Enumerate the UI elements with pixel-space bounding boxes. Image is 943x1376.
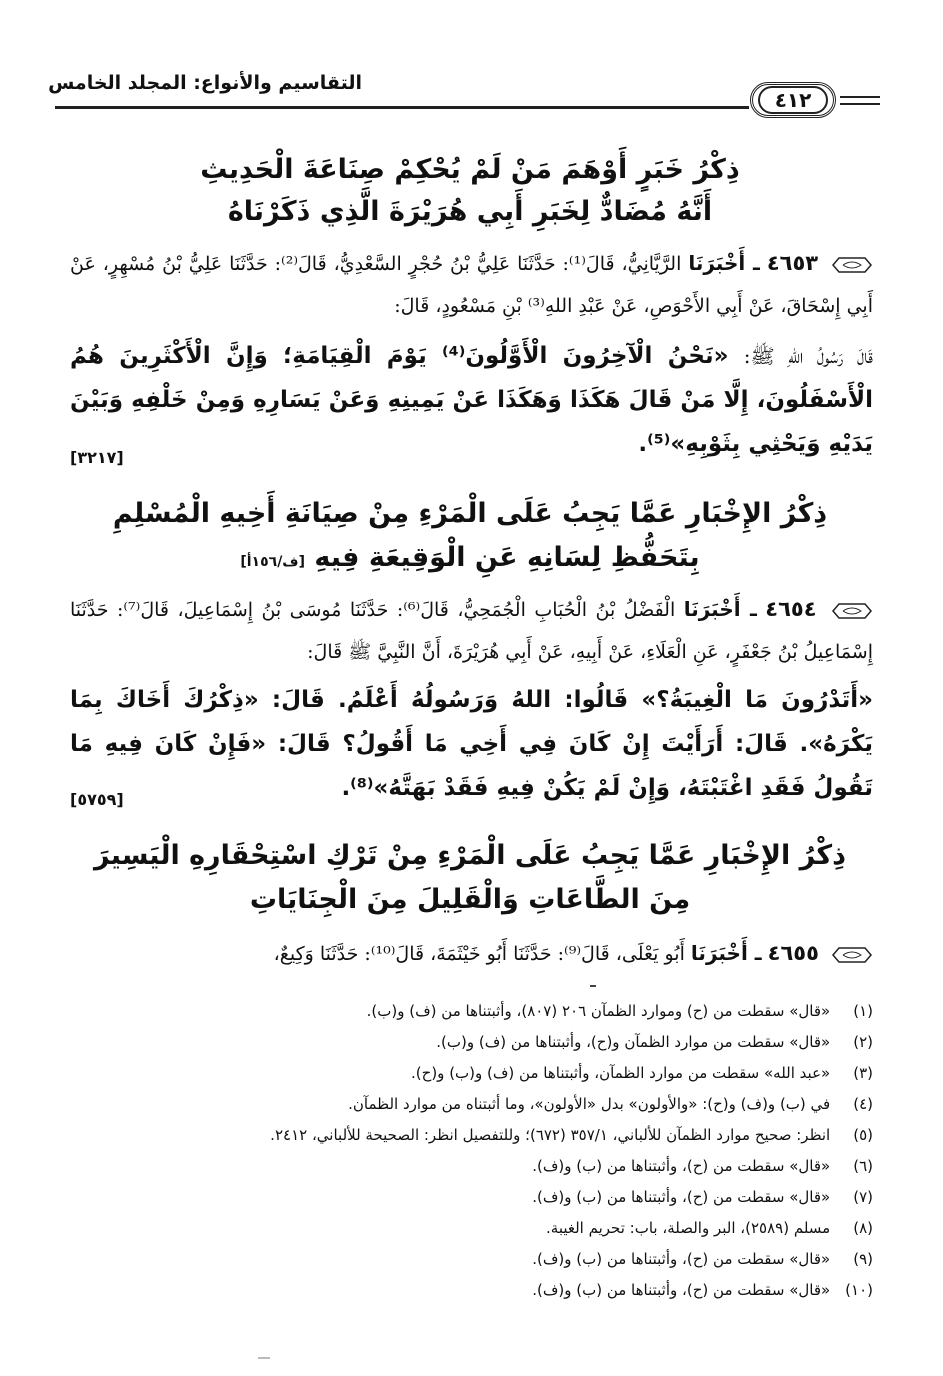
header-rule-right (840, 96, 880, 98)
footnote (200, 996, 873, 1027)
scan-mark (258, 1357, 270, 1359)
footnote-number: (٦) (853, 1157, 873, 1175)
footnote-text: مسلم (٢٥٨٩)، البر والصلة، باب: تحريم الغيبة. (546, 1219, 831, 1237)
hadith-isnad (70, 588, 873, 673)
chapter-title (70, 538, 870, 582)
footnote (200, 1151, 873, 1182)
footnote-text: «قال» سقطت من موارد الظمآن و(ح)، وأثبتناها من (ف) و(ب). (436, 1033, 831, 1051)
footnote-text: «قال» سقطت من (ح)، وأثبتناها من (ب) و(ف). (532, 1281, 831, 1299)
footnote (200, 1058, 873, 1089)
footnote-number: (٤) (853, 1095, 873, 1113)
page-number-frame (750, 82, 836, 118)
footnote-text: «قال» سقطت من (ح)، وأثبتناها من (ب) و(ف). (532, 1188, 831, 1206)
footnote (200, 1182, 873, 1213)
akhbarana-label: ـ أَخْبَرَنَا (690, 941, 762, 965)
footnote-number: (٧) (853, 1188, 873, 1206)
akhbarana-label: ـ أَخْبَرَنَا (688, 251, 760, 275)
matn-text: «نَحْنُ الْآخِرُونَ الْأَوَّلُونَ⁽⁴⁾ يَوْمَ الْقِيَامَةِ؛ وَإِنَّ الْأَكْثَرِينَ هُمُ الْأَسْفَلُونَ، إِلَّا مَنْ قَالَ هَكَذَا وَهَكَذَا عَنْ يَمِينِهِ وَعَنْ يَسَارِهِ وَمِنْ خَلْفِهِ وَبَيْنَ يَدَيْهِ وَيَحْثِي بِثَوْبِهِ»⁽⁵⁾. (70, 343, 873, 457)
footnote (200, 1027, 873, 1058)
footnote (200, 1213, 873, 1244)
hadith-matn (70, 334, 873, 466)
hadith-reference: [٥٧٥٩] (70, 790, 124, 809)
isnad-text: الرَّيَّانِيُّ، قَالَ⁽¹⁾: حَدَّثَنَا عَلِيُّ بْنُ حُجْرٍ السَّعْدِيُّ، قَالَ⁽²⁾: حَدَّثَنَا عَلِيُّ بْنُ مُسْهِرٍ، عَنْ أَبِي إِسْحَاقَ، عَنْ أَبِي الأَحْوَصِ، عَنْ عَبْدِ اللهِ⁽³⁾ بْنِ مَسْعُودٍ، قَالَ: (70, 253, 873, 317)
footnote (200, 1120, 873, 1151)
matn-intro: قَالَ رَسُولُ اللهِ ﷺ: (743, 344, 873, 368)
footnote-number: (٩) (853, 1250, 873, 1268)
isnad-text: أَبُو يَعْلَى، قَالَ⁽⁹⁾: حَدَّثَنَا أَبُو خَيْثَمَةَ، قَالَ⁽¹⁰⁾: حَدَّثَنَا وَكِيعٌ، (273, 943, 685, 965)
header-rule-right (840, 103, 880, 105)
hadith-number: ٤٦٥٥ (767, 941, 819, 965)
footnote-text: في (ب) و(ف) و(ح): «والأولون» بدل «الأولون»، وما أثبتناه من موارد الظمآن. (348, 1095, 831, 1113)
isnad-text: الْفَضْلُ بْنُ الْحُبَابِ الْجُمَحِيُّ، قَالَ⁽⁶⁾: حَدَّثَنَا مُوسَى بْنُ إِسْمَاعِيلَ، قَالَ⁽⁷⁾: حَدَّثَنَا إِسْمَاعِيلُ بْنُ جَعْفَرٍ، عَنِ الْعَلَاءِ، عَنْ أَبِيهِ، عَنْ أَبِي هُرَيْرَةَ، أَنَّ النَّبِيَّ ﷺ قَالَ: (70, 599, 873, 663)
footnote-number: (٢) (853, 1033, 873, 1051)
footnote (200, 1275, 873, 1306)
footnote-number: (١) (853, 1002, 873, 1020)
hadith-reference: [٣٢١٧] (70, 448, 124, 467)
footnote (200, 1089, 873, 1120)
chapter-title: ذِكْرُ الإِخْبَارِ عَمَّا يَجِبُ عَلَى الْمَرْءِ مِنْ تَرْكِ اسْتِحْقَارِهِ الْيَسِيرَ (94, 840, 846, 871)
chapter-title: أَنَّهُ مُضَادٌّ لِخَبَرِ أَبِي هُرَيْرَةَ الَّذِي ذَكَرْنَاهُ (227, 196, 713, 227)
footnote-separator (590, 985, 596, 987)
hadith-number: ٤٦٥٣ (766, 251, 819, 275)
hadith-isnad (70, 932, 873, 975)
chapter-title: ذِكْرُ خَبَرٍ أَوْهَمَ مَنْ لَمْ يُحْكِمْ صِنَاعَةَ الْحَدِيثِ (200, 154, 740, 185)
hadith-number: ٤٦٥٤ (765, 597, 817, 621)
running-title: التقاسيم والأنواع: المجلد الخامس (48, 72, 362, 94)
footnote-number: (٣) (853, 1064, 873, 1082)
footnote-text: «قال» سقطت من (ح)، وأثبتناها من (ب) و(ف). (532, 1250, 831, 1268)
footnote-text: «قال» سقطت من (ح)، وأثبتناها من (ب) و(ف). (532, 1157, 831, 1175)
hadith-isnad (70, 242, 873, 327)
footnote (200, 1244, 873, 1275)
page-number: ٤١٢ (758, 86, 828, 114)
footnote-text: انظر: صحيح موارد الظمآن للألباني، ٣٥٧/١ (٦٧٢)؛ وللتفصيل انظر: الصحيحة للألباني، ٢٤١٢. (270, 1126, 831, 1144)
hadith-matn (70, 678, 873, 810)
khabar-label-icon (831, 601, 873, 621)
header-rule (55, 106, 749, 109)
footnote-number: (٨) (853, 1219, 873, 1237)
chapter-title: ذِكْرُ الإِخْبَارِ عَمَّا يَجِبُ عَلَى الْمَرْءِ مِنْ صِيَانَةِ أَخِيهِ الْمُسْلِمِ (112, 498, 828, 529)
footnotes (200, 996, 873, 1306)
footnote-text: «قال» سقطت من (ح) وموارد الظمآن ٢٠٦ (٨٠٧)، وأثبتناها من (ف) و(ب). (366, 1002, 831, 1020)
manuscript-reference: [ف/١٥٦أ] (240, 554, 305, 570)
footnote-text: «عبد الله» سقطت من موارد الظمآن، وأثبتناها من (ف) و(ب) و(ح). (411, 1064, 831, 1082)
khabar-label-icon (831, 255, 873, 275)
chapter-title: مِنَ الطَّاعَاتِ وَالْقَلِيلَ مِنَ الْجِنَايَاتِ (249, 884, 691, 915)
khabar-label-icon (831, 945, 873, 965)
chapter-title-text: بِتَحَفُّظِ لِسَانِهِ عَنِ الْوَقِيعَةِ فِيهِ (314, 542, 700, 573)
footnote-number: (٥) (853, 1126, 873, 1144)
footnote-number: (١٠) (845, 1281, 873, 1299)
akhbarana-label: ـ أَخْبَرَنَا (683, 597, 757, 621)
matn-text: «أَتَدْرُونَ مَا الْغِيبَةُ؟» قَالُوا: اللهُ وَرَسُولُهُ أَعْلَمُ. قَالَ: «ذِكْرُكَ أَخَاكَ بِمَا يَكْرَهُ». قَالَ: أَرَأَيْتَ إِنْ كَانَ فِي أَخِي مَا أَقُولُ؟ قَالَ: «فَإِنْ كَانَ فِيهِ مَا تَقُولُ فَقَدِ اغْتَبْتَهُ، وَإِنْ لَمْ يَكُنْ فِيهِ فَقَدْ بَهَتَّهُ»⁽⁸⁾. (70, 687, 873, 801)
